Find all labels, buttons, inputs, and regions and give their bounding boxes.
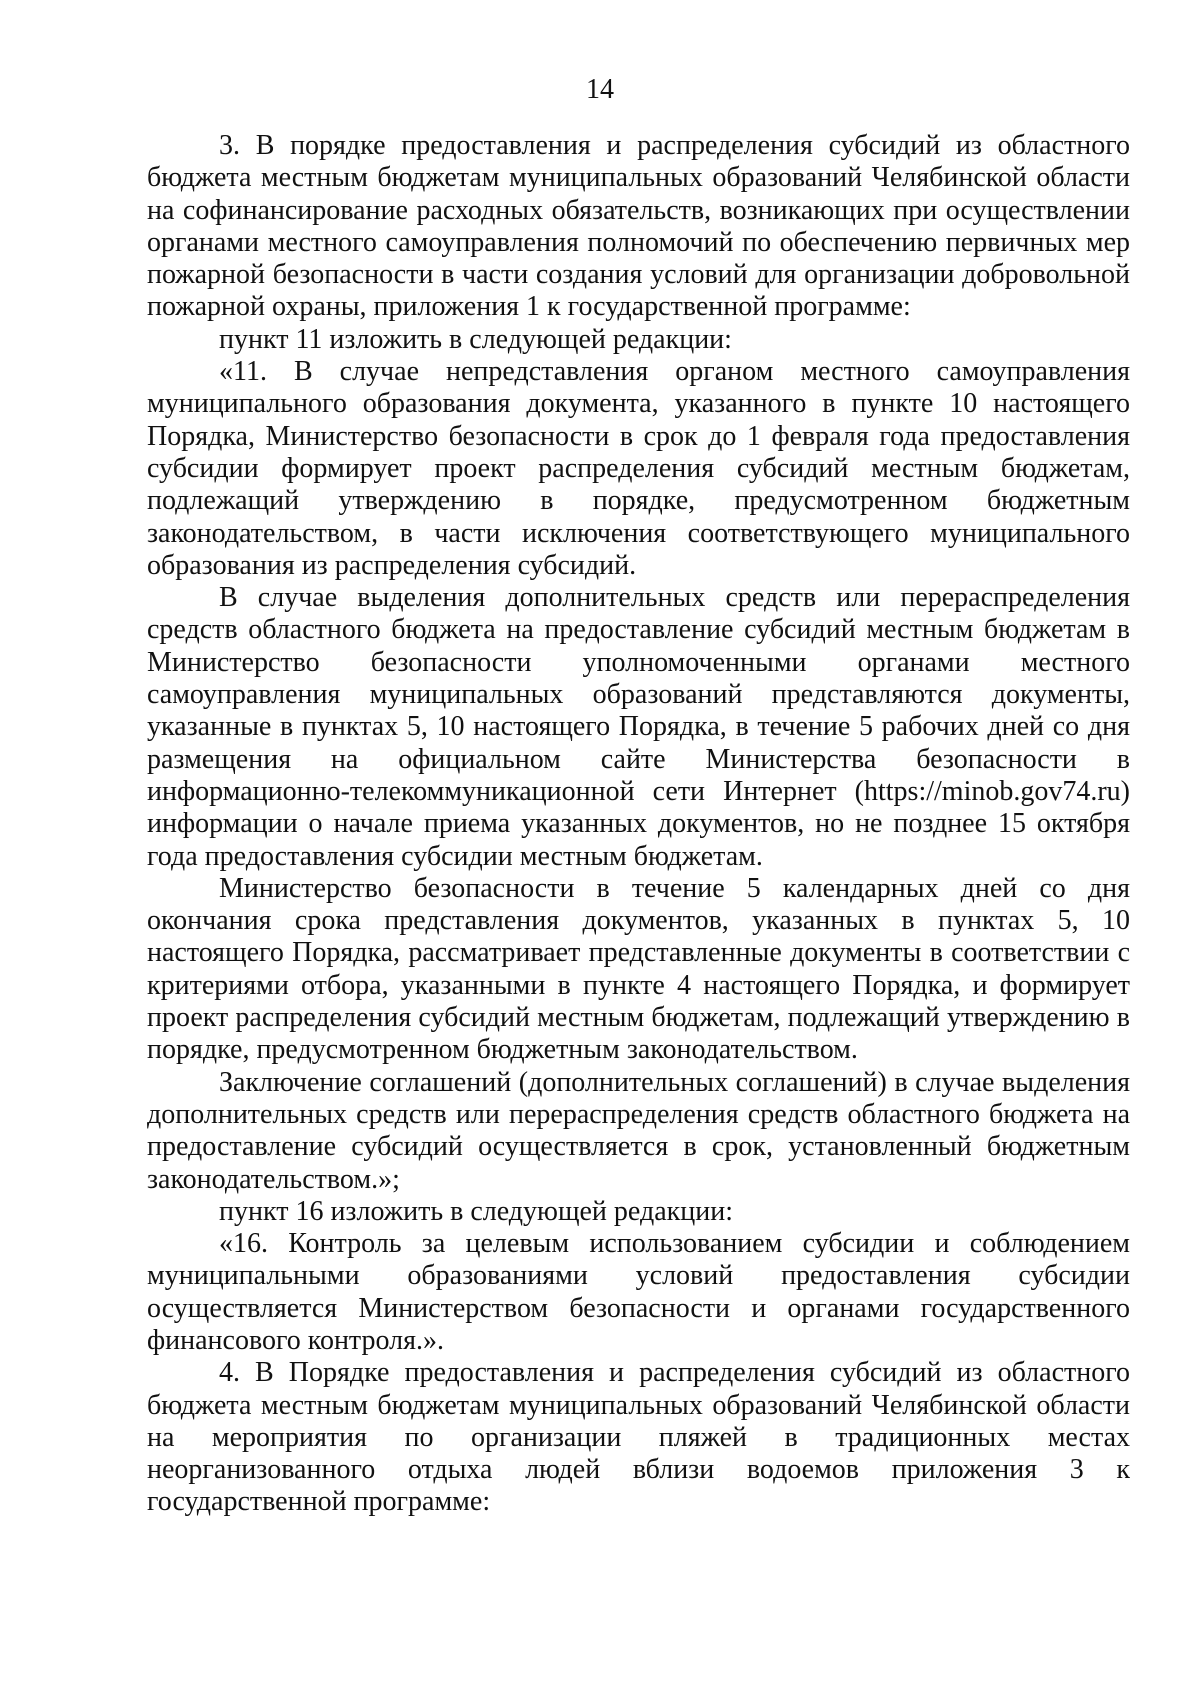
paragraph-ministry-review: Министерство безопасности в течение 5 календарных дней со дня окончания срока представления документов, указанных в пунктах 5, 10 настоящего Порядка, рассматривает представленные документы в соответствии с критериями отбора, указанными в пункте 4 настоящего Порядка, и формирует проект распределения субсидий местным бюджетам, подлежащий утверждению в порядке, предусмотренном бюджетным законодательством. (147, 872, 1130, 1066)
page-number: 14 (586, 74, 614, 105)
paragraph-point-11-text: «11. В случае непредставления органом местного самоуправления муниципального образования документа, указанного в пункте 10 настоящего Порядка, Министерство безопасности в срок до 1 февраля года предоставления субсидии формирует проект распределения субсидий местным бюджетам, подлежащий утверждению в порядке, предусмотренном бюджетным законодательством, в части исключения соответствующего муниципального образования из распределения субсидий. (147, 356, 1130, 581)
document-body (147, 130, 1130, 1519)
paragraph-additional-funds: В случае выделения дополнительных средств или перераспределения средств областного бюджета на предоставление субсидий местным бюджетам в Министерство безопасности уполномоченными органами местного самоуправления муниципальных образований представляются документы, указанные в пунктах 5, 10 настоящего Порядка, в течение 5 рабочих дней со дня размещения на официальном сайте Министерства безопасности в информационно-телекоммуникационной сети Интернет (https://minob.gov74.ru) информации о начале приема указанных документов, но не позднее 15 октября года предоставления субсидии местным бюджетам. (147, 582, 1130, 872)
paragraph-point-16-text: «16. Контроль за целевым использованием субсидии и соблюдением муниципальными образованиями условий предоставления субсидии осуществляется Министерством безопасности и органами государственного финансового контроля.». (147, 1228, 1130, 1356)
paragraph-agreements: Заключение соглашений (дополнительных соглашений) в случае выделения дополнительных средств или перераспределения средств областного бюджета на предоставление субсидий осуществляется в срок, установленный бюджетным законодательством.»; (147, 1066, 1130, 1195)
paragraph-item-3-intro: 3. В порядке предоставления и распределения субсидий из областного бюджета местным бюджетам муниципальных образований Челябинской области на софинансирование расходных обязательств, возникающих при осуществлении органами местного самоуправления полномочий по обеспечению первичных мер пожарной безопасности в части создания условий для организации добровольной пожарной охраны, приложения 1 к государственной программе: (147, 130, 1130, 323)
paragraph-item-4-intro: 4. В Порядке предоставления и распределения субсидий из областного бюджета местным бюджетам муниципальных образований Челябинской области на мероприятия по организации пляжей в традиционных местах неорганизованного отдыха людей вблизи водоемов приложения 3 к государственной программе: (147, 1357, 1130, 1518)
paragraph-point-16-instruction: пункт 16 изложить в следующей редакции: (219, 1195, 733, 1227)
paragraph-point-11-instruction: пункт 11 изложить в следующей редакции: (219, 323, 732, 355)
